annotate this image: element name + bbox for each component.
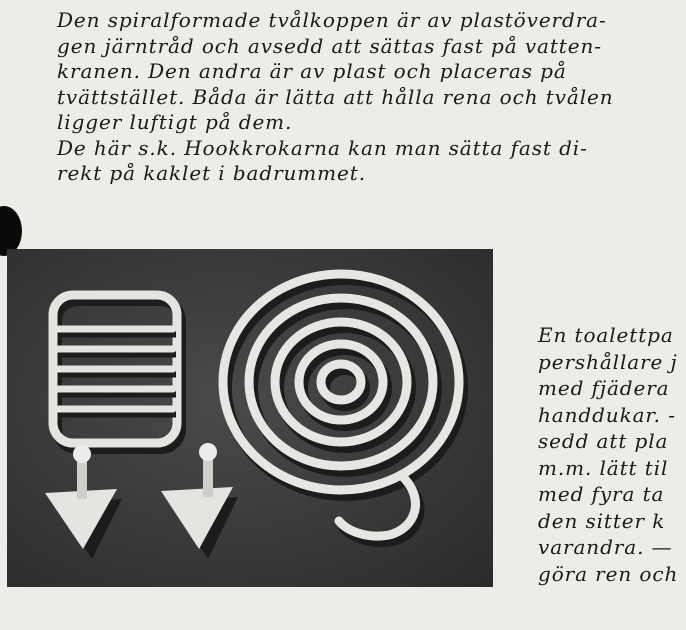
text-line: med fyra ta bbox=[538, 482, 665, 506]
text-line: sedd att pla bbox=[538, 429, 669, 453]
text-line: varandra. — bbox=[538, 535, 673, 559]
text-line: ligger luftigt på dem. bbox=[57, 110, 293, 134]
text-line: handdukar. - bbox=[538, 402, 676, 427]
text-line: rekt på kaklet i badrummet. bbox=[57, 161, 366, 185]
text-line: En toalettpa bbox=[538, 323, 674, 347]
product-photo-illustration bbox=[7, 249, 493, 587]
text-line: med fjädera bbox=[538, 376, 670, 400]
text-line: tvättstället. Båda är lätta att hålla rena och tvålen bbox=[57, 84, 614, 109]
text-line: De här s.k. Hookkrokarna kan man sätta fast di- bbox=[57, 135, 588, 160]
text-line: Den spiralformade tvålkoppen är av plastöverdra- bbox=[57, 8, 607, 32]
text-line: gen järntråd och avsedd att sättas fast på vatten- bbox=[57, 33, 602, 58]
text-line: pershållare j bbox=[538, 349, 678, 374]
side-column-text bbox=[538, 322, 686, 587]
product-photo bbox=[7, 249, 493, 587]
text-line: den sitter k bbox=[538, 508, 666, 533]
text-line: m.m. lätt til bbox=[538, 455, 669, 480]
text-line: kranen. Den andra är av plast och placeras på bbox=[57, 59, 567, 83]
article-text bbox=[57, 8, 686, 187]
text-line: göra ren och bbox=[538, 561, 679, 586]
